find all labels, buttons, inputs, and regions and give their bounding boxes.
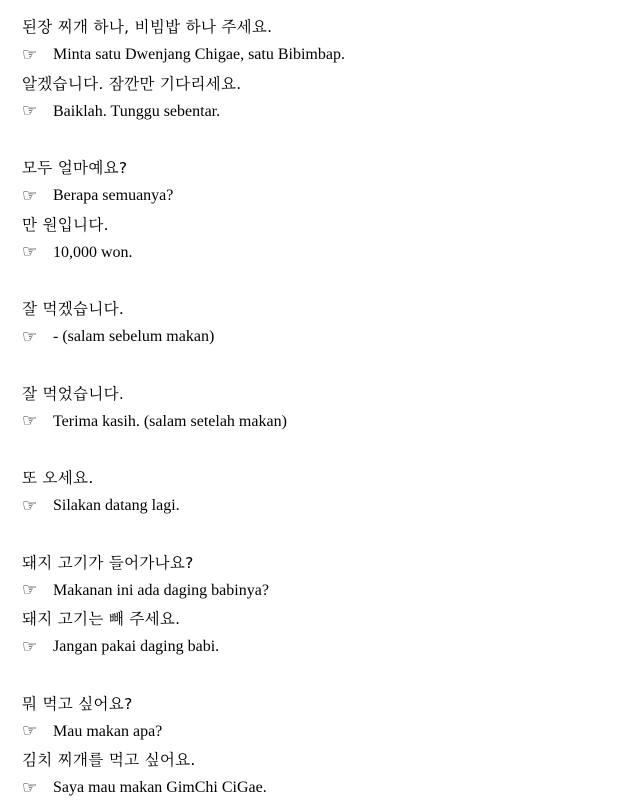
indonesian-translation: Baiklah. Tunggu sebentar.: [53, 102, 221, 120]
korean-phrase: 돼지 고기는 빼 주세요.: [22, 610, 181, 628]
phrase-section: [22, 13, 622, 126]
phrase-section: [22, 295, 622, 352]
phrase-section: [22, 154, 622, 267]
translation-line: [22, 98, 622, 127]
indonesian-translation: Terima kasih. (salam setelah makan): [53, 412, 287, 430]
pointing-hand-icon: ☞: [22, 721, 38, 742]
pointing-hand-icon: ☞: [22, 101, 38, 122]
indonesian-translation: Berapa semuanya?: [53, 187, 174, 204]
pointing-hand-icon: ☞: [22, 185, 38, 206]
phrase-entry: [22, 549, 622, 606]
pointing-hand-icon: ☞: [22, 411, 38, 432]
translation-line: [22, 577, 622, 606]
korean-phrase: 김치 찌개를 먹고 싶어요.: [22, 751, 196, 769]
phrase-entry: [22, 380, 622, 437]
korean-phrase: 알겠습니다. 잠깐만 기다리세요.: [22, 74, 242, 93]
section-spacer: [22, 352, 622, 380]
indonesian-translation: Jangan pakai daging babi.: [53, 638, 220, 655]
section-spacer: [22, 267, 622, 295]
phrase-entry: [22, 464, 622, 521]
translation-line: [22, 239, 622, 268]
phrase-section: [22, 549, 622, 662]
phrase-section: [22, 690, 622, 803]
indonesian-translation: Makanan ini ada daging babinya?: [53, 581, 269, 599]
phrase-document: [22, 13, 622, 803]
section-spacer: [22, 436, 622, 464]
pointing-hand-icon: ☞: [22, 242, 38, 263]
korean-phrase: 뭐 먹고 싶어요?: [22, 694, 133, 713]
indonesian-translation: Mau makan apa?: [53, 722, 163, 740]
pointing-hand-icon: ☞: [22, 326, 38, 347]
indonesian-translation: - (salam sebelum makan): [53, 328, 215, 345]
section-spacer: [22, 662, 622, 690]
phrase-entry: [22, 690, 622, 747]
phrase-entry: [22, 13, 622, 70]
translation-line: [22, 41, 622, 70]
phrase-section: [22, 464, 622, 521]
pointing-hand-icon: ☞: [22, 495, 38, 516]
translation-line: [22, 323, 622, 352]
indonesian-translation: 10,000 won.: [53, 243, 133, 261]
korean-phrase: 모두 얼마예요?: [22, 159, 128, 177]
phrase-entry: [22, 295, 622, 352]
pointing-hand-icon: ☞: [22, 636, 38, 657]
translation-line: [22, 492, 622, 521]
pointing-hand-icon: ☞: [22, 44, 38, 65]
phrase-entry: [22, 70, 622, 127]
korean-phrase: 또 오세요.: [22, 469, 94, 487]
section-spacer: [22, 521, 622, 549]
translation-line: [22, 182, 622, 211]
korean-phrase: 만 원입니다.: [22, 215, 109, 234]
pointing-hand-icon: ☞: [22, 580, 38, 601]
translation-line: [22, 718, 622, 747]
translation-line: [22, 774, 622, 803]
section-spacer: [22, 126, 622, 154]
phrase-entry: [22, 746, 622, 803]
phrase-entry: [22, 154, 622, 211]
phrase-entry: [22, 211, 622, 268]
korean-phrase: 된장 찌개 하나, 비빔밥 하나 주세요.: [22, 18, 273, 36]
korean-phrase: 잘 먹었습니다.: [22, 384, 125, 403]
indonesian-translation: Silakan datang lagi.: [53, 497, 180, 514]
indonesian-translation: Saya mau makan GimChi CiGae.: [53, 779, 267, 796]
korean-phrase: 돼지 고기가 들어가나요?: [22, 553, 194, 572]
pointing-hand-icon: ☞: [22, 777, 38, 798]
phrase-entry: [22, 605, 622, 662]
translation-line: [22, 633, 622, 662]
translation-line: [22, 408, 622, 437]
phrase-section: [22, 380, 622, 437]
korean-phrase: 잘 먹겠습니다.: [22, 300, 125, 318]
indonesian-translation: Minta satu Dwenjang Chigae, satu Bibimbap.: [53, 46, 345, 63]
